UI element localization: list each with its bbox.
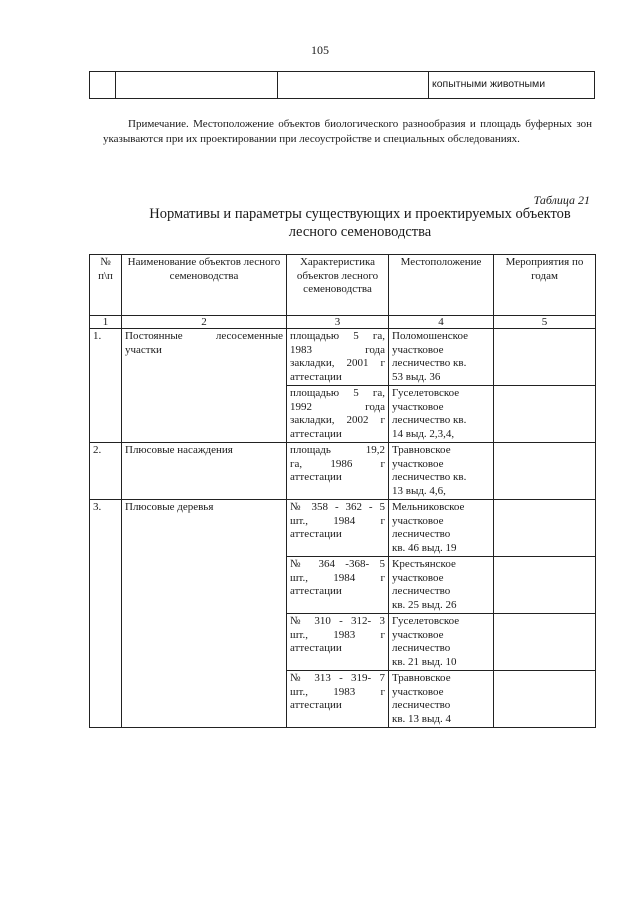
characteristic-cell-line: № 310 - 312- 3 <box>290 615 385 627</box>
header-row <box>90 255 596 316</box>
table-label: Таблица 21 <box>533 193 590 207</box>
characteristic-cell-line: аттестации <box>290 585 342 597</box>
characteristic-cell-line: площадь 19,2 <box>290 444 385 456</box>
table-row <box>90 500 596 557</box>
characteristic-cell <box>287 614 389 671</box>
location-cell-line: 13 выд. 4,6, <box>392 484 446 497</box>
table-cell <box>116 72 278 99</box>
index-cell: 2 <box>122 316 287 329</box>
location-cell <box>389 671 494 728</box>
title-line: лесного семеноводства <box>288 224 432 240</box>
title-line: Нормативы и параметры существующих и проектируемых объектов <box>149 206 571 222</box>
events-cell <box>494 329 596 386</box>
characteristic-cell-line: шт., 1984 г <box>290 514 385 527</box>
location-cell-line: Гуселетовское <box>392 615 460 627</box>
location-cell-line: лесничество кв. <box>392 357 467 369</box>
events-cell <box>494 443 596 500</box>
location-cell <box>389 386 494 443</box>
row-number: 1. <box>90 329 122 443</box>
characteristic-cell <box>287 500 389 557</box>
characteristic-cell-line: аттестации <box>290 370 342 383</box>
row-number: 3. <box>90 500 122 728</box>
location-cell <box>389 329 494 386</box>
events-cell <box>494 614 596 671</box>
location-cell <box>389 614 494 671</box>
header-cell: Наименование объектов лесного семеноводства <box>122 255 287 316</box>
index-cell: 3 <box>287 316 389 329</box>
location-cell-line: участковое <box>392 685 444 698</box>
location-cell-line: лесничество <box>392 585 451 597</box>
object-name: Плюсовые насаждения <box>122 443 287 500</box>
characteristic-cell-line: аттестации <box>290 427 342 440</box>
characteristic-cell <box>287 386 389 443</box>
object-name: Плюсовые деревья <box>122 500 287 728</box>
characteristic-cell <box>287 443 389 500</box>
index-cell: 1 <box>90 316 122 329</box>
row-number: 2. <box>90 443 122 500</box>
characteristic-cell-line: площадью 5 га, <box>290 387 385 399</box>
header-cell: Характеристика объектов лесного семеноводства <box>287 255 389 316</box>
table-title <box>0 205 640 241</box>
location-cell-line: участковое <box>392 457 444 470</box>
characteristic-cell-line: № 358 - 362 - 5 <box>290 501 385 513</box>
characteristic-cell-line: шт., 1984 г <box>290 571 385 584</box>
table-row <box>90 72 595 99</box>
location-cell-line: 53 выд. 36 <box>392 370 441 383</box>
table-cell <box>90 72 116 99</box>
characteristic-cell <box>287 329 389 386</box>
location-cell-line: Травновское <box>392 672 451 684</box>
characteristic-cell-line: закладки, 2002 г <box>290 414 385 426</box>
events-cell <box>494 386 596 443</box>
header-cell: Местоположение <box>389 255 494 316</box>
location-cell-line: лесничество <box>392 642 451 654</box>
table-row <box>90 443 596 500</box>
note-text: Примечание. Местоположение объектов биологического разнообразия и площадь буферных зон указываются при их проектировании при лесоустройстве и специальных обследованиях. <box>103 118 592 145</box>
object-name: Постоянные лесосеменные участки <box>122 329 287 443</box>
location-cell-line: 14 выд. 2,3,4, <box>392 427 455 440</box>
characteristic-cell-line: шт., 1983 г <box>290 685 385 698</box>
location-cell <box>389 557 494 614</box>
characteristic-cell-line: № 364 -368- 5 <box>290 558 385 570</box>
header-cell: Мероприятия по годам <box>494 255 596 316</box>
characteristic-cell-line: закладки, 2001 г <box>290 357 385 369</box>
location-cell-line: участковое <box>392 514 444 527</box>
events-cell <box>494 557 596 614</box>
table-body <box>90 255 596 728</box>
location-cell-line: кв. 13 выд. 4 <box>392 712 451 725</box>
column-index-row <box>90 316 596 329</box>
page-number: 105 <box>311 43 329 57</box>
characteristic-cell-line: 1983 года <box>290 343 385 356</box>
location-cell-line: лесничество кв. <box>392 471 467 483</box>
characteristic-cell-line: га, 1986 г <box>290 457 385 470</box>
table-row <box>90 329 596 386</box>
characteristic-cell-line: аттестации <box>290 528 342 540</box>
header-cell: № п\п <box>90 255 122 316</box>
characteristic-cell-line: № 313 - 319- 7 <box>290 672 385 684</box>
characteristic-cell <box>287 557 389 614</box>
location-cell-line: участковое <box>392 343 444 356</box>
location-cell-line: лесничество <box>392 528 451 540</box>
location-cell-line: Гуселетовское <box>392 387 460 399</box>
location-cell-line: кв. 46 выд. 19 <box>392 541 457 554</box>
events-cell <box>494 671 596 728</box>
location-cell <box>389 500 494 557</box>
index-cell: 5 <box>494 316 596 329</box>
location-cell-line: участковое <box>392 571 444 584</box>
index-cell: 4 <box>389 316 494 329</box>
characteristic-cell-line: аттестации <box>290 642 342 654</box>
characteristic-cell <box>287 671 389 728</box>
location-cell-line: лесничество кв. <box>392 414 467 426</box>
location-cell-line: лесничество <box>392 699 451 711</box>
location-cell-line: Крестьянское <box>392 558 456 570</box>
characteristic-cell-line: 1992 года <box>290 400 385 413</box>
characteristic-cell-line: аттестации <box>290 699 342 711</box>
location-cell <box>389 443 494 500</box>
characteristic-cell-line: площадью 5 га, <box>290 330 385 342</box>
location-cell-line: кв. 21 выд. 10 <box>392 655 457 668</box>
location-cell-line: кв. 25 выд. 26 <box>392 598 457 611</box>
location-cell-line: Мельниковское <box>392 501 465 513</box>
location-cell-line: участковое <box>392 400 444 413</box>
characteristic-cell-line: шт., 1983 г <box>290 628 385 641</box>
location-cell-line: Поломошенское <box>392 330 468 342</box>
table-cell <box>278 72 429 99</box>
continuation-table <box>89 71 595 99</box>
location-cell-line: Травновское <box>392 444 451 456</box>
location-cell-line: участковое <box>392 628 444 641</box>
characteristic-cell-line: аттестации <box>290 471 342 483</box>
events-cell <box>494 500 596 557</box>
table-cell: копытными животными <box>429 72 595 99</box>
seed-objects-table <box>89 254 596 728</box>
